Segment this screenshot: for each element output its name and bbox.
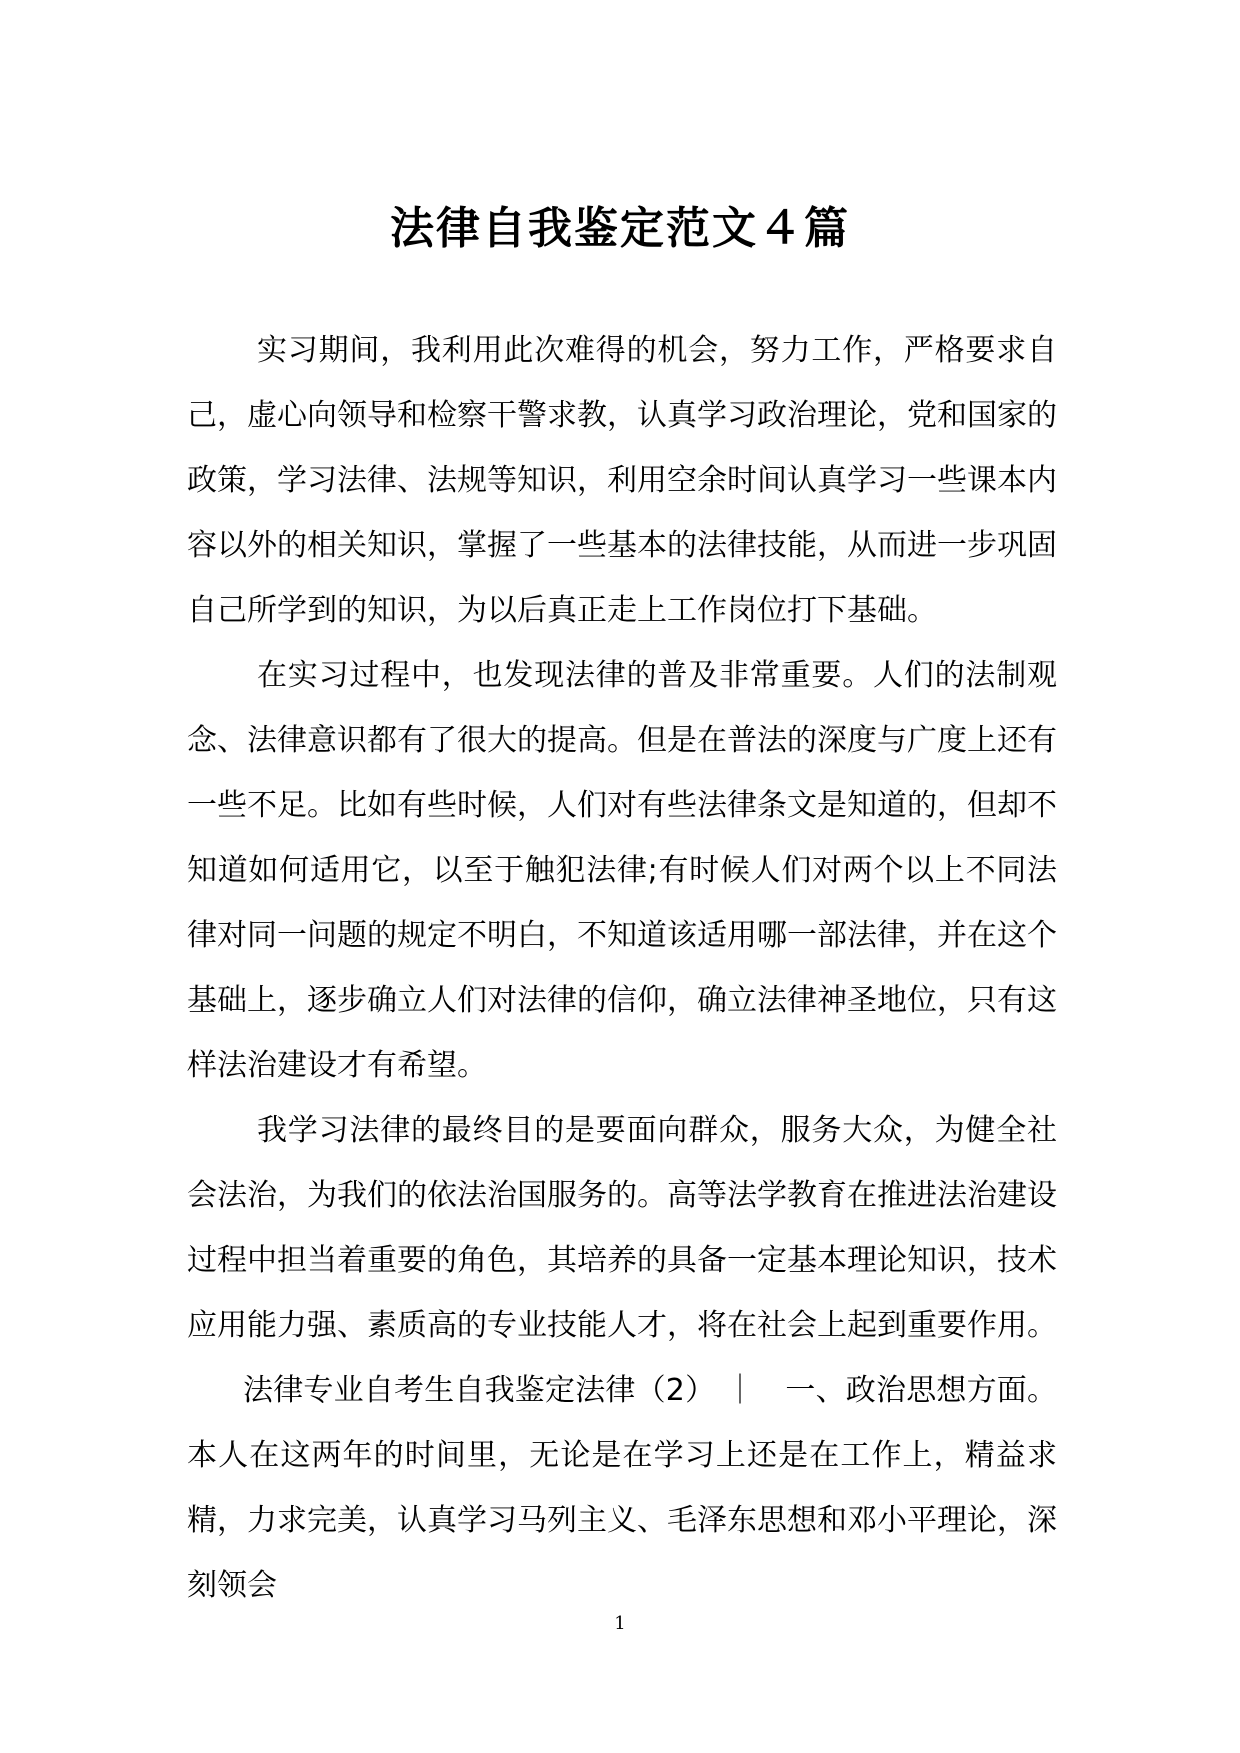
paragraph-1: 实习期间，我利用此次难得的机会，努力工作，严格要求自己，虚心向领导和检察干警求教，认真学习政治理论，党和国家的政策，学习法律、法规等知识，利用空余时间认真学习一些课本内容以外的相关知识，掌握了一些基本的法律技能，从而进一步巩固自己所学到的知识，为以后真正走上工作岗位打下基础。 [187, 333, 1057, 628]
document-body [187, 318, 1057, 1618]
paragraph-2: 在实习过程中，也发现法律的普及非常重要。人们的法制观念、法律意识都有了很大的提高。但是在普法的深度与广度上还有一些不足。比如有些时候，人们对有些法律条文是知道的，但却不知道如何适用它，以至于触犯法律;有时候人们对两个以上不同法律对同一问题的规定不明白，不知道该适用哪一部法律，并在这个基础上，逐步确立人们对法律的信仰，确立法律神圣地位，只有这样法治建设才有希望。 [187, 658, 1057, 1083]
page-number: 1 [614, 1613, 626, 1634]
document-title: 法律自我鉴定范文４篇 [390, 203, 850, 255]
paragraph-3: 我学习法律的最终目的是要面向群众，服务大众，为健全社会法治，为我们的依法治国服务的。高等法学教育在推进法治建设过程中担当着重要的角色，其培养的具备一定基本理论知识，技术应用能力强、素质高的专业技能人才，将在社会上起到重要作用。 [187, 1113, 1057, 1343]
paragraph-4: 法律专业自考生自我鉴定法律（2） ｜ 一、政治思想方面。本人在这两年的时间里，无论是在学习上还是在工作上，精益求精，力求完美，认真学习马列主义、毛泽东思想和邓小平理论，深刻领会 [187, 1373, 1057, 1603]
